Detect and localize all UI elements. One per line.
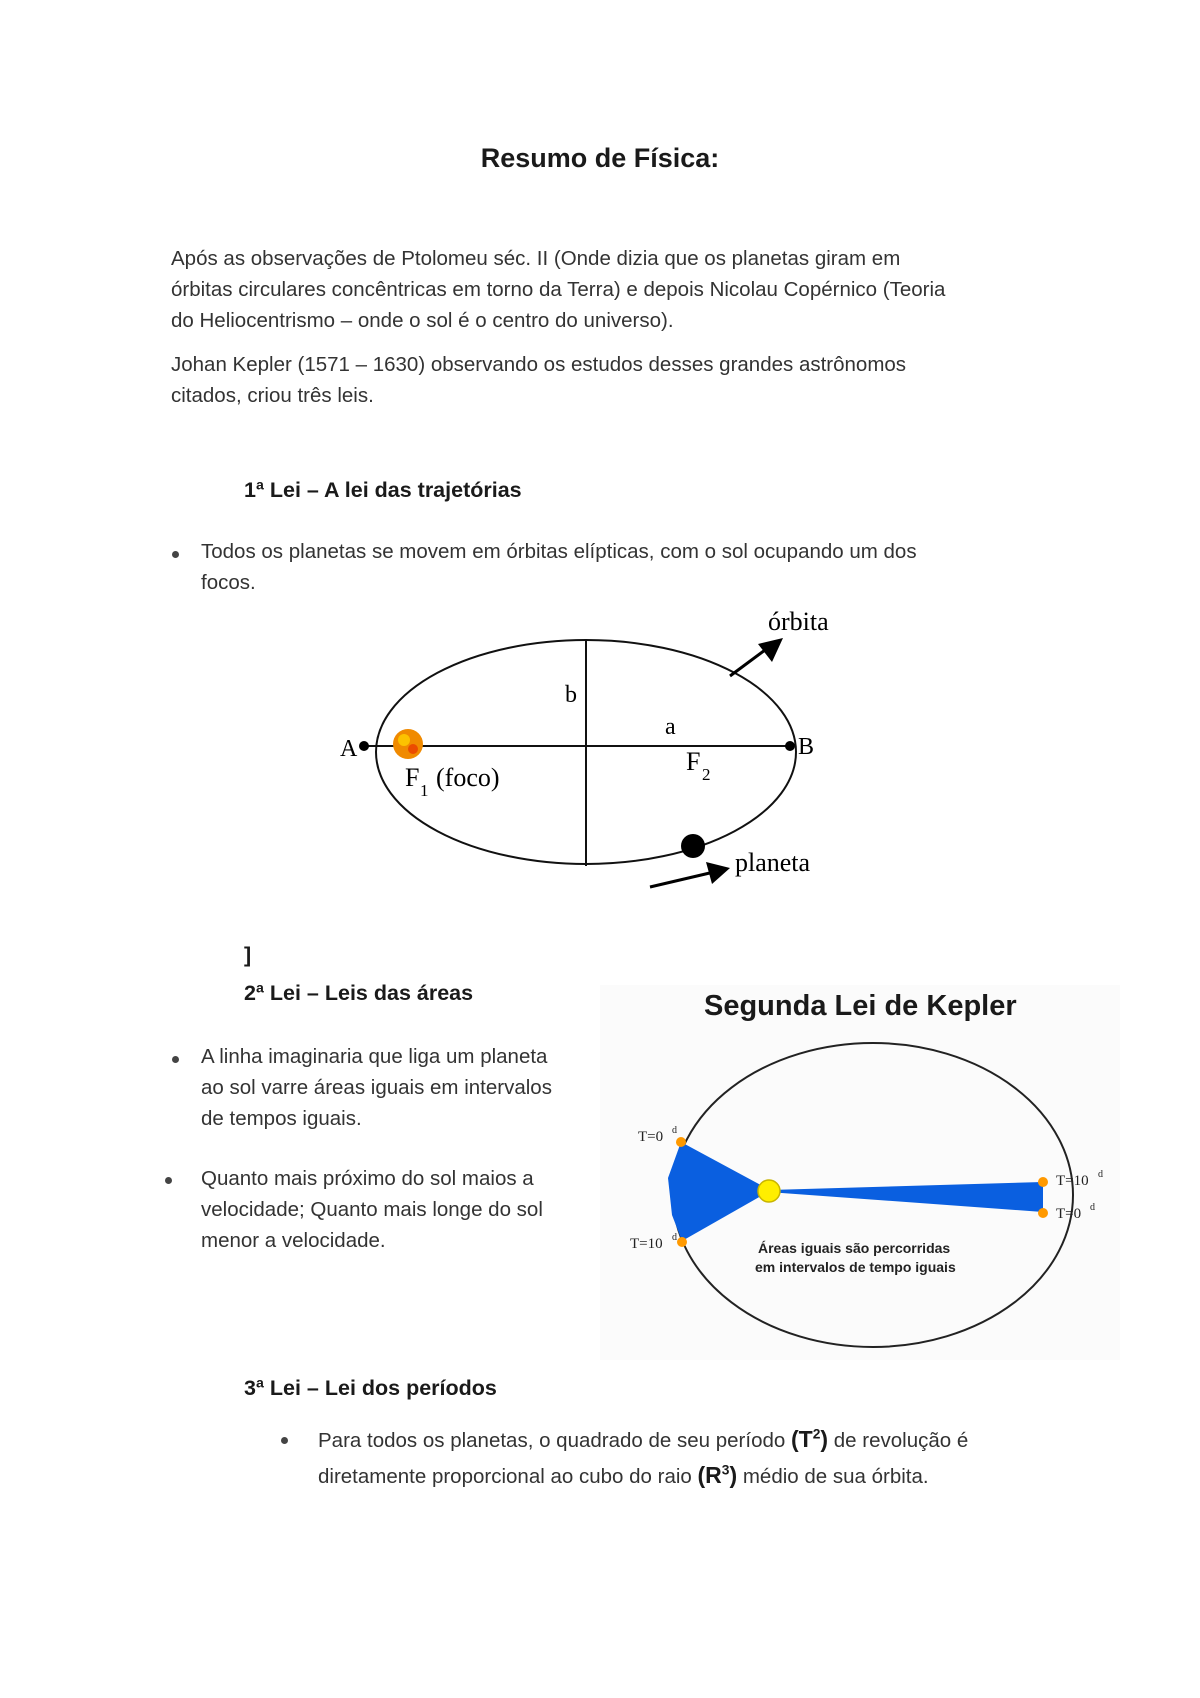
label-t10-left: T=10 bbox=[630, 1236, 663, 1252]
orbit-point-icon bbox=[1038, 1208, 1048, 1218]
label-a: a bbox=[665, 714, 676, 740]
planet-icon bbox=[681, 834, 705, 858]
text-line: de tempos iguais. bbox=[201, 1107, 362, 1130]
bullet-dot bbox=[281, 1437, 288, 1444]
text-line: Todos os planetas se movem em órbitas elípticas, com o sol ocupando um dos bbox=[201, 540, 917, 563]
superscript: 2 bbox=[812, 1426, 821, 1442]
label-f1-subscript: 1 bbox=[420, 781, 429, 800]
orbit-label: órbita bbox=[768, 607, 829, 636]
diagram2-title: Segunda Lei de Kepler bbox=[704, 990, 1017, 1022]
text-line: Após as observações de Ptolomeu séc. II (Onde dizia que os planetas giram em bbox=[171, 247, 901, 270]
symbol-close: ) bbox=[729, 1462, 738, 1488]
label-foco: (foco) bbox=[436, 763, 500, 792]
orbit-point-icon bbox=[677, 1237, 687, 1247]
caption-line-1: Áreas iguais são percorridas bbox=[758, 1240, 951, 1256]
sun-icon bbox=[758, 1180, 780, 1202]
orbit-point-icon bbox=[1038, 1177, 1048, 1187]
law1-heading: 1ª Lei – A lei das trajetórias bbox=[244, 478, 522, 502]
text-segment: de revolução é bbox=[828, 1429, 969, 1452]
law3-bullet bbox=[318, 1422, 1078, 1494]
text-line bbox=[318, 1458, 1078, 1494]
point-b-dot bbox=[785, 741, 795, 751]
symbol-text: (R bbox=[697, 1462, 722, 1488]
period-symbol bbox=[791, 1426, 828, 1452]
text-segment: Para todos os planetas, o quadrado de seu período bbox=[318, 1429, 791, 1452]
orbit-arrow-line bbox=[730, 650, 765, 676]
bullet-dot bbox=[172, 551, 179, 558]
bullet-dot bbox=[172, 1056, 179, 1063]
text-line: A linha imaginaria que liga um planeta bbox=[201, 1045, 548, 1068]
text-line: ao sol varre áreas iguais em intervalos bbox=[201, 1076, 552, 1099]
caption-line-2: em intervalos de tempo iguais bbox=[755, 1259, 956, 1275]
radius-symbol bbox=[698, 1462, 738, 1488]
label-t10-right-sup: d bbox=[1098, 1169, 1103, 1180]
label-f2-subscript: 2 bbox=[702, 765, 711, 784]
text-line: órbitas circulares concêntricas em torno da Terra) e depois Nicolau Copérnico (Teoria bbox=[171, 278, 946, 301]
label-t0-left: T=0 bbox=[638, 1129, 664, 1145]
text-segment: médio de sua órbita. bbox=[737, 1465, 929, 1488]
text-line bbox=[318, 1422, 1078, 1458]
text-line: Quanto mais próximo do sol maios a bbox=[201, 1167, 534, 1190]
text-line: menor a velocidade. bbox=[201, 1229, 386, 1252]
label-b: b bbox=[565, 682, 577, 708]
point-a-dot bbox=[359, 741, 369, 751]
label-t0-right: T=0 bbox=[1056, 1206, 1082, 1222]
page-title: Resumo de Física: bbox=[480, 143, 720, 173]
label-t0-right-sup: d bbox=[1090, 1202, 1095, 1213]
law3-heading: 3ª Lei – Lei dos períodos bbox=[244, 1376, 497, 1400]
label-t10-right: T=10 bbox=[1056, 1173, 1089, 1189]
orbit-point-icon bbox=[676, 1137, 686, 1147]
text-segment: diretamente proporcional ao cubo do raio bbox=[318, 1465, 698, 1488]
text-line: velocidade; Quanto mais longe do sol bbox=[201, 1198, 543, 1221]
kepler-second-law-diagram bbox=[600, 985, 1120, 1360]
intro-paragraph-2 bbox=[171, 349, 1041, 411]
orbit-ellipse-diagram bbox=[320, 600, 860, 900]
stray-bracket: ] bbox=[244, 943, 252, 967]
symbol-text: (T bbox=[790, 1426, 813, 1452]
law2-heading: 2ª Lei – Leis das áreas bbox=[244, 981, 474, 1005]
text-line: focos. bbox=[201, 571, 256, 594]
planet-arrow-line bbox=[650, 872, 714, 887]
law2-bullet-2 bbox=[201, 1163, 601, 1256]
text-line: do Heliocentrismo – onde o sol é o centro do universo). bbox=[171, 309, 674, 332]
planet-label: planeta bbox=[735, 848, 811, 877]
text-line: citados, criou três leis. bbox=[171, 384, 374, 407]
superscript: 3 bbox=[721, 1462, 730, 1478]
planet-arrowhead-icon bbox=[706, 862, 730, 884]
text-line: Johan Kepler (1571 – 1630) observando os estudos desses grandes astrônomos bbox=[171, 353, 907, 376]
label-point-b: B bbox=[798, 734, 815, 760]
label-t10-left-sup: d bbox=[672, 1232, 677, 1243]
bullet-dot bbox=[165, 1177, 172, 1184]
law2-bullet-1 bbox=[201, 1041, 601, 1134]
intro-paragraph-1 bbox=[171, 243, 1041, 336]
symbol-close: ) bbox=[820, 1426, 829, 1452]
label-point-a: A bbox=[340, 736, 358, 762]
law1-bullet bbox=[201, 536, 1021, 598]
orbit-arrowhead-icon bbox=[758, 638, 783, 662]
label-t0-left-sup: d bbox=[672, 1125, 677, 1136]
label-f1: F bbox=[405, 763, 420, 792]
label-f2: F bbox=[686, 747, 701, 776]
